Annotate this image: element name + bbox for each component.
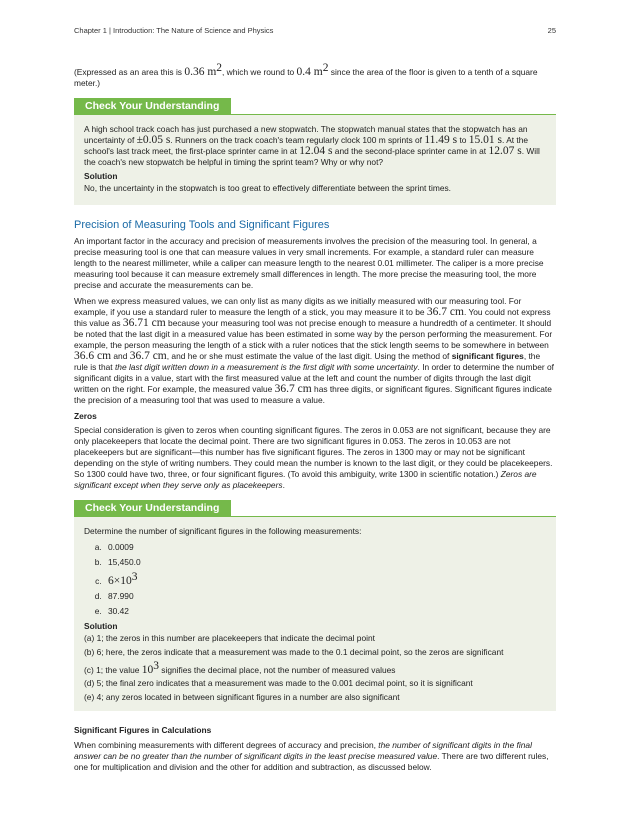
answer-d: (d) 5; the final zero indicates that a measurement was made to the 0.001 decimal point, so it is significant	[84, 678, 473, 689]
zeros-heading: Zeros	[74, 410, 97, 421]
answer-c: (c) 1; the value $10^3$ signifies the decimal place, not the number of measured values	[84, 659, 396, 676]
measurement-list	[84, 542, 546, 617]
check-understanding-1	[74, 98, 556, 205]
list-item: c. $6\times 10^3$	[104, 572, 546, 587]
section-heading: Precision of Measuring Tools and Significant Figures	[74, 218, 330, 231]
intro-paragraph: (Expressed as an area this is 0.36 $m^2$, which we round to 0.4 $m^2$ since the area of the floor is given to a tenth of a square meter.)	[74, 62, 538, 88]
solution-text: No, the uncertainty in the stopwatch is too great to effectively differentiate between the sprint times.	[84, 182, 451, 193]
check-understanding-2	[74, 500, 556, 712]
list-item: b. 15,450.0	[104, 557, 546, 568]
cyu-question: Determine the number of significant figures in the following measurements:	[84, 525, 362, 536]
cyu-tab: Check Your Understanding	[74, 500, 231, 517]
calc-heading: Significant Figures in Calculations	[74, 725, 212, 736]
cyu-box	[74, 115, 556, 205]
list-item: a. 0.0009	[104, 542, 546, 553]
paragraph-calculations: When combining measurements with different degrees of accuracy and precision, the number of significant digits in the final answer can be no greater than the number of significant digits in the least precise measured value. There are two different rules, one for multiplication and division and the other for addition and subtraction, as discussed below.	[74, 740, 549, 773]
page-content	[74, 63, 556, 778]
list-item: e. 30.42	[104, 606, 546, 617]
page-number: 25	[547, 26, 556, 35]
cyu-box	[74, 517, 556, 712]
chapter-title: Chapter 1 | Introduction: The Nature of Science and Physics	[74, 26, 274, 35]
paragraph-zeros: Special consideration is given to zeros when counting significant figures. The zeros in 0.053 are not significant, because they are only placekeepers that locate the decimal point. There are two significant figures in 0.053. The zeros in 10.053 are not placekeepers but are significant—this number has five significant figures. The zeros in 1300 may or may not be significant depending on the style of writing numbers. They could mean the number is known to the last digit, or they could be placekeepers. So 1300 could have two, three, or four significant figures. (To avoid this ambiguity, write 1300 in scientific notation.) Zeros are significant except when they serve only as placekeepers.	[74, 424, 553, 490]
paragraph-significant-figures: When we express measured values, we can only list as many digits as we initially measured with our measuring tool. For example, if you use a standard ruler to measure the length of a stick, you may measure it to be 36.7 cm. You could not express this value as 36.71 cm because your measuring tool was not precise enough to measure a hundredth of a centimeter. It should be noted that the last digit in a measured value has been estimated in some way by the person performing the measurement. For example, the person measuring the length of a stick with a ruler notices that the stick length seems to be somewhere in between 36.6 cm and 36.7 cm, and he or she must estimate the value of the last digit. Using the method of significant figures, the rule is that the last digit written down in a measurement is the first digit with some uncertainty. In order to determine the number of significant digits in a value, start with the first measured value at the left and count the number of digits through the last digit written on the right. For example, the measured value 36.7 cm has three digits, or significant figures. Significant figures indicate the precision of a measuring tool that was used to measure a value.	[74, 295, 554, 405]
answer-a: (a) 1; the zeros in this number are placekeepers that indicate the decimal point	[84, 632, 375, 643]
cyu-tab: Check Your Understanding	[74, 98, 231, 115]
running-header	[74, 26, 556, 35]
paragraph-precision: An important factor in the accuracy and precision of measurements involves the precision of the measuring tool. In general, a precise measuring tool is one that can measure values in very small increments. For example, a standard ruler can measure length to the nearest millimeter, while a caliper can measure length to the nearest 0.01 millimeter. The caliper is a more precise measuring tool because it can measure extremely small differences in length. The more precise the measuring tool, the more precise and accurate the measurements can be.	[74, 235, 544, 290]
answer-e: (e) 4; any zeros located in between significant figures in a number are also significant	[84, 692, 400, 703]
solution-heading: Solution	[84, 620, 118, 631]
cyu-question: A high school track coach has just purchased a new stopwatch. The stopwatch manual states that the stopwatch has an uncertainty of ±0.05 s. Runners on the track coach's team regularly clock 100 m sprints of 11.49 s to 15.01 s. At the school's last track meet, the first-place sprinter came in at 12.04 s and the second-place sprinter came in at 12.07 s. Will the coach's new stopwatch be helpful in timing the sprint team? Why or why not?	[84, 123, 540, 167]
solution-heading: Solution	[84, 170, 118, 181]
answer-b: (b) 6; here, the zeros indicate that a measurement was made to the 0.1 decimal point, so the zeros are significant	[84, 646, 504, 657]
list-item: d. 87.990	[104, 591, 546, 602]
